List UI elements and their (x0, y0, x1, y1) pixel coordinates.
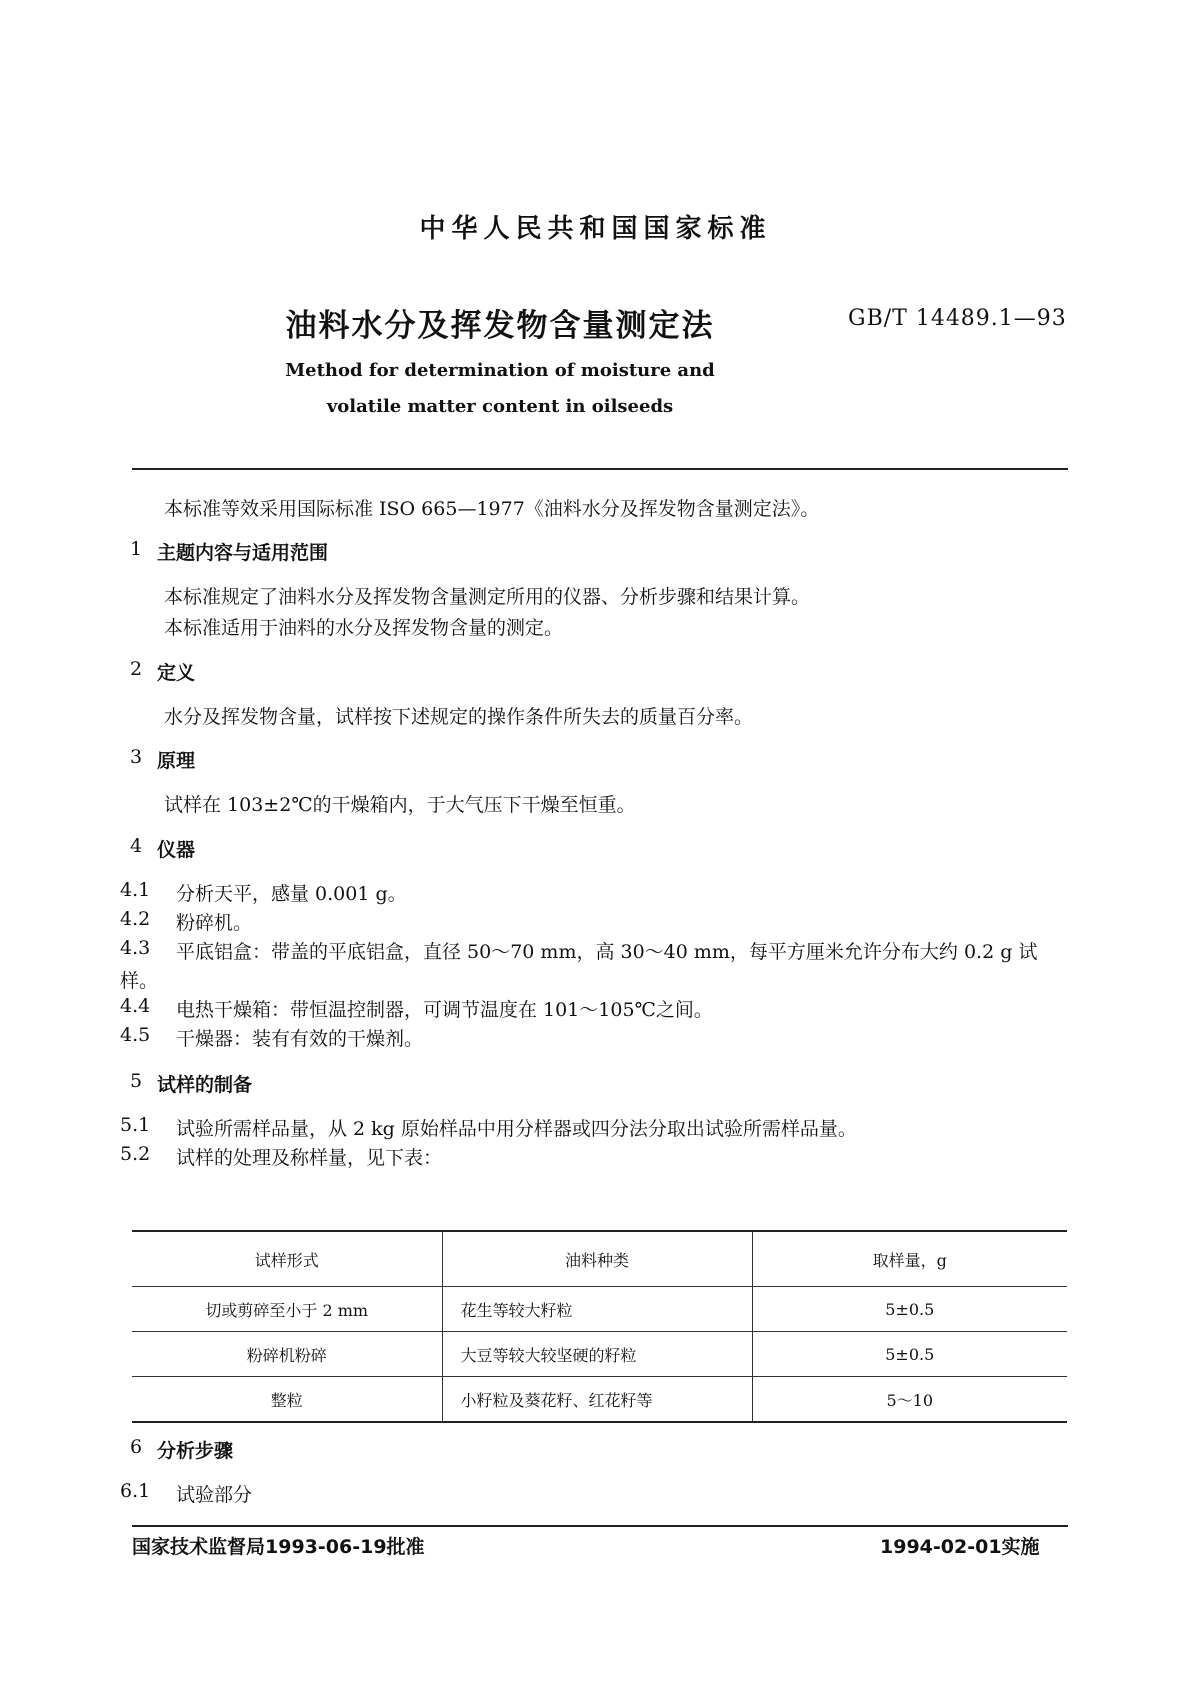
clause-text-continuation: 样。 (120, 970, 159, 992)
table-header-cell: 取样量，g (752, 1231, 1067, 1287)
table-header-cell: 油料种类 (442, 1231, 752, 1287)
section-2-paragraph-1: 水分及挥发物含量，试样按下述规定的操作条件所失去的质量百分率。 (164, 706, 754, 728)
document-title-en-line1: Method for determination of moisture and (285, 360, 715, 381)
standard-code: GB/T 14489.1—93 (848, 306, 1067, 331)
section-1-title: 主题内容与适用范围 (157, 542, 329, 564)
table-cell: 小籽粒及葵花籽、红花籽等 (442, 1377, 752, 1423)
document-title-en-line2: volatile matter content in oilseeds (326, 396, 674, 417)
approval-date: 国家技术监督局1993-06-19批准 (132, 1536, 425, 1558)
clause-number: 4.4 (120, 995, 151, 1017)
clause-text: 干燥器：装有有效的干燥剂。 (176, 1028, 424, 1050)
clause-number: 5.2 (120, 1143, 151, 1165)
clause-text: 电热干燥箱：带恒温控制器，可调节温度在 101～105℃之间。 (176, 999, 713, 1021)
table-cell: 整粒 (132, 1377, 442, 1423)
table-cell: 花生等较大籽粒 (442, 1287, 752, 1332)
clause-number: 4.2 (120, 908, 151, 930)
clause-number: 4.1 (120, 879, 151, 901)
table-row (132, 1377, 1067, 1423)
national-standard-title: 中华人民共和国国家标准 (419, 214, 772, 244)
section-3-paragraph-1: 试样在 103±2℃的干燥箱内，于大气压下干燥至恒重。 (164, 794, 636, 816)
table-cell: 5±0.5 (752, 1287, 1067, 1332)
section-1-number: 1 (130, 538, 143, 560)
document-title-cn: 油料水分及挥发物含量测定法 (285, 308, 715, 344)
effective-date: 1994-02-01实施 (880, 1536, 1040, 1558)
clause-number: 6.1 (120, 1480, 151, 1502)
clause-text: 试样的处理及称样量，见下表： (176, 1147, 443, 1169)
clause-number: 4.5 (120, 1024, 151, 1046)
section-3-title: 原理 (157, 750, 196, 772)
table-header-cell: 试样形式 (132, 1231, 442, 1287)
table-cell: 切或剪碎至小于 2 mm (132, 1287, 442, 1332)
clause-number: 4.3 (120, 937, 151, 959)
clause-text: 粉碎机。 (176, 912, 253, 934)
table-cell: 粉碎机粉碎 (132, 1332, 442, 1377)
sample-preparation-table (132, 1230, 1067, 1423)
table-cell: 大豆等较大较坚硬的籽粒 (442, 1332, 752, 1377)
table-header-row (132, 1231, 1067, 1287)
footer-divider (132, 1525, 1068, 1527)
section-5-number: 5 (130, 1070, 143, 1092)
section-3-number: 3 (130, 746, 143, 768)
section-2-number: 2 (130, 658, 143, 680)
clause-text: 试验所需样品量，从 2 kg 原始样品中用分样器或四分法分取出试验所需样品量。 (176, 1118, 857, 1140)
clause-text: 分析天平，感量 0.001 g。 (176, 883, 407, 905)
table-row (132, 1287, 1067, 1332)
section-4-number: 4 (130, 835, 143, 857)
section-6-title: 分析步骤 (157, 1440, 234, 1462)
clause-text: 平底铝盒：带盖的平底铝盒，直径 50～70 mm，高 30～40 mm，每平方厘米允许分布大约 0.2 g 试 (176, 941, 1038, 963)
intro-paragraph: 本标准等效采用国际标准 ISO 665—1977《油料水分及挥发物含量测定法》。 (164, 498, 820, 520)
table-row (132, 1332, 1067, 1377)
table-cell: 5～10 (752, 1377, 1067, 1423)
clause-number: 5.1 (120, 1114, 151, 1136)
table-cell: 5±0.5 (752, 1332, 1067, 1377)
section-4-title: 仪器 (157, 839, 196, 861)
section-1-paragraph-1: 本标准规定了油料水分及挥发物含量测定所用的仪器、分析步骤和结果计算。 (164, 586, 811, 608)
header-divider (132, 468, 1068, 470)
clause-text: 试验部分 (176, 1484, 253, 1506)
section-1-paragraph-2: 本标准适用于油料的水分及挥发物含量的测定。 (164, 617, 564, 639)
section-6-number: 6 (130, 1436, 143, 1458)
section-2-title: 定义 (157, 662, 196, 684)
section-5-title: 试样的制备 (157, 1074, 253, 1096)
